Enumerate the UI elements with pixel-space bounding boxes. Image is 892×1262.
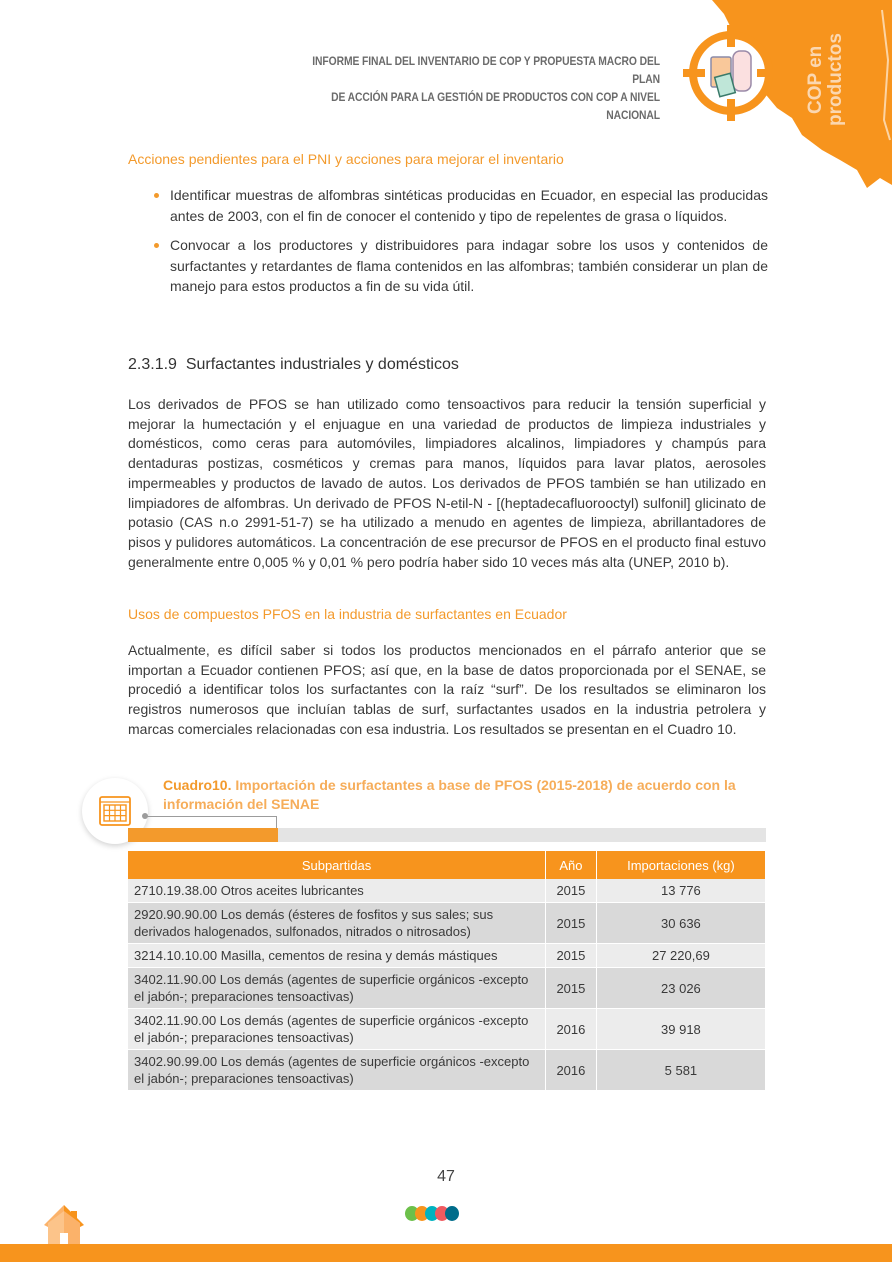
pending-actions-heading: Acciones pendientes para el PNI y acciones para mejorar el inventario — [128, 151, 564, 167]
bullet-text: Identificar muestras de alfombras sintéticas producidas en Ecuador, en especial las producidas antes de 2003, con el fin de conocer el contenido y tipo de repelentes de grasa o líquidos. — [170, 187, 768, 224]
badge-line1: COP en — [805, 45, 826, 115]
list-item — [150, 235, 768, 297]
header-importaciones: Importaciones (kg) — [596, 851, 765, 879]
table-row — [128, 903, 766, 944]
cell-imports: 5 581 — [596, 1050, 765, 1091]
badge-line2: productos — [825, 33, 846, 127]
paragraph-senae: Actualmente, es difícil saber si todos los productos mencionados en el párrafo anterior que se importan a Ecuador contienen PFOS; así que, en la base de datos proporcionada por el SENAE, se procedió a identificar tolos los surfactantes con la raíz “surf”. De los resultados se eliminaron los registros numerosos que incluían tablas de surf, surfactantes usados en la industria petrolera y marcas comerciales relacionadas con esa industria. Los resultados se presentan en el Cuadro 10. — [128, 642, 766, 737]
table-caption-text: Importación de surfactantes a base de PFOS (2015-2018) de acuerdo con la información del SENAE — [163, 777, 736, 812]
cell-imports: 23 026 — [596, 968, 765, 1009]
color-dots — [405, 1206, 455, 1221]
header-line2: DE ACCIÓN PARA LA GESTIÓN DE PRODUCTOS CON COP A NIVEL NACIONAL — [331, 90, 660, 122]
bullet-icon — [154, 193, 159, 198]
section-title-text: Surfactantes industriales y domésticos — [185, 356, 459, 373]
pfos-uses-heading: Usos de compuestos PFOS en la industria de surfactantes en Ecuador — [128, 606, 567, 622]
table-header-row — [128, 851, 766, 879]
cell-imports: 27 220,69 — [596, 944, 765, 968]
header-anio: Año — [546, 851, 597, 879]
footer-bar — [0, 1244, 892, 1262]
products-target-icon — [683, 25, 779, 121]
cell-year: 2015 — [546, 879, 597, 903]
surfactant-imports-table — [128, 851, 766, 1091]
header-line1: INFORME FINAL DEL INVENTARIO DE COP Y PROPUESTA MACRO DEL PLAN — [312, 54, 660, 86]
table-row — [128, 879, 766, 903]
table-row — [128, 968, 766, 1009]
cell-year: 2015 — [546, 968, 597, 1009]
cell-year: 2015 — [546, 944, 597, 968]
bullet-icon — [154, 243, 159, 248]
paragraph-pfos-derivatives: Los derivados de PFOS se han utilizado como tensoactivos para reducir la tensión superficial y mejorar la humectación y el enjuague en una variedad de productos de limpieza industriales y domésticos, como ceras para automóviles, limpiadores alcalinos, limpiadores y champús para dentaduras postizas, cosméticos y cremas para manos, líquidos para lavar platos, aerosoles impermeables y productos de lavado de autos. Los derivados de PFOS también se han utilizado en limpiadores de alfombras. Un derivado de PFOS N-etil-N - [(heptadecafluorooctyl) sulfonil] glicinato de potasio (CAS n.o 2991-51-7) se ha utilizado a menudo en agentes de limpieza, abrillantadores de pisos y pulidores automáticos. La concentración de ese precursor de PFOS en el producto final estuvo generalmente entre 0,005 % y 0,01 % pero podría haber sido 10 veces más alta (UNEP, 2010 b). — [128, 396, 766, 570]
cell-subpartida: 3402.11.90.00 Los demás (agentes de superficie orgánicos -excepto el jabón-; preparaciones tensoactivas) — [128, 1009, 546, 1050]
connector-dot — [142, 813, 148, 819]
table-row — [128, 944, 766, 968]
page-number: 47 — [437, 1168, 455, 1185]
bullet-text: Convocar a los productores y distribuidores para indagar sobre los usos y contenidos de surfactantes y retardantes de flama contenidos en las alfombras; también considerar un plan de manejo para estos productos a fin de su vida útil. — [170, 237, 768, 294]
dot-blue — [445, 1206, 459, 1221]
table-row — [128, 1050, 766, 1091]
cell-subpartida: 2710.19.38.00 Otros aceites lubricantes — [128, 879, 546, 903]
cell-subpartida: 3402.11.90.00 Los demás (agentes de superficie orgánicos -excepto el jabón-; preparaciones tensoactivas) — [128, 968, 546, 1009]
table-icon — [98, 794, 132, 828]
pending-actions-list — [150, 185, 768, 306]
cell-imports: 13 776 — [596, 879, 765, 903]
cell-imports: 39 918 — [596, 1009, 765, 1050]
cell-year: 2016 — [546, 1050, 597, 1091]
cell-year: 2016 — [546, 1009, 597, 1050]
cell-subpartida: 3402.90.99.00 Los demás (agentes de superficie orgánicos -excepto el jabón-; preparaciones tensoactivas) — [128, 1050, 546, 1091]
header-subpartidas: Subpartidas — [128, 851, 546, 879]
table-caption — [163, 776, 768, 814]
section-number: 2.3.1.9 — [128, 356, 177, 373]
cell-imports: 30 636 — [596, 903, 765, 944]
section-title — [128, 356, 459, 374]
cell-subpartida: 3214.10.10.00 Masilla, cementos de resina y demás mástiques — [128, 944, 546, 968]
cell-year: 2015 — [546, 903, 597, 944]
caption-bar-accent — [128, 828, 278, 842]
cop-badge-text — [806, 30, 866, 130]
cell-subpartida: 2920.90.90.00 Los demás (ésteres de fosfitos y sus sales; sus derivados halogenados, sulfonados, nitrados o nitrosados) — [128, 903, 546, 944]
document-header — [290, 52, 660, 124]
table-row — [128, 1009, 766, 1050]
list-item — [150, 185, 768, 226]
table-label: Cuadro10. — [163, 777, 232, 793]
home-icon[interactable] — [40, 1205, 88, 1245]
